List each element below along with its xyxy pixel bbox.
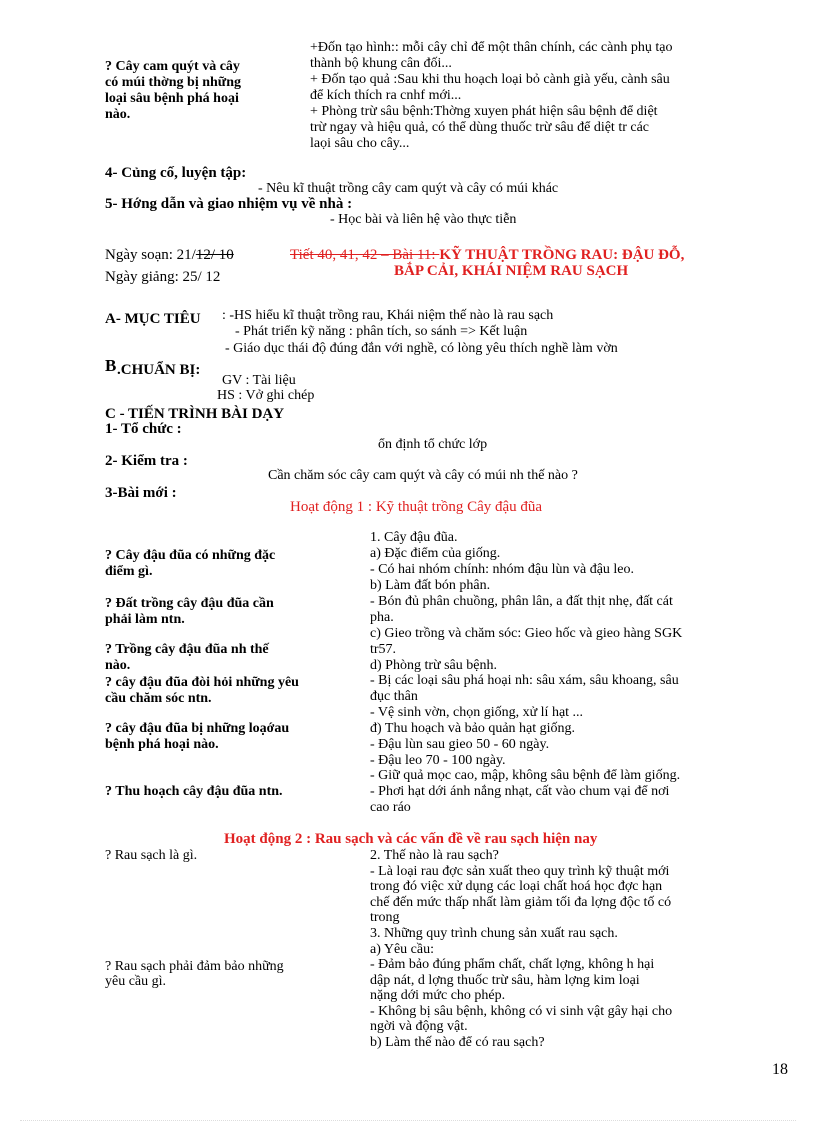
cungco-text: - Nêu kĩ thuật trồng cây cam quýt và cây có múi khác <box>258 181 559 196</box>
hd1-answer-line: - Đậu leo 70 - 100 ngày. <box>370 753 506 768</box>
hd1-answer-line: đục thân <box>370 689 418 704</box>
hd1-answer-line: d) Phòng trừ sâu bệnh. <box>370 658 497 673</box>
hd2-answer-line: trong <box>370 910 400 925</box>
tientrinh-heading: C - TIẾN TRÌNH BÀI DẠY <box>105 406 285 422</box>
answer-line: + Phòng trừ sâu bệnh:Thờng xuyen phát hiện sâu bệnh để diệt <box>310 104 658 119</box>
hd1-question-line: ? cây đậu đũa đòi hỏi những yêu <box>105 675 299 690</box>
hd2-answer-line: - Là loại rau đợc sản xuất theo quy trình kỹ thuật mới <box>370 864 670 879</box>
question-line: có múi thờng bị những <box>105 75 241 90</box>
answer-line: để kích thích ra cnhf mới... <box>310 88 462 103</box>
hd2-answer-line: a) Yêu cầu: <box>370 942 434 957</box>
cungco-heading: 4- Củng cố, luyện tập: <box>105 165 247 181</box>
hd2-answer-line: b) Làm thế nào để có rau sạch? <box>370 1035 545 1050</box>
ondinh: ổn định tổ chức lớp <box>378 437 488 452</box>
kiemtra-question: Cần chăm sóc cây cam quýt và cây có múi nh thế nào ? <box>268 468 578 483</box>
hd1-question-line: cầu chăm sóc ntn. <box>105 691 212 706</box>
lesson-title-line1: Tiết 40, 41, 42 – Bài 11: KỸ THUẬT TRỒNG RAU: ĐẬU ĐỖ, <box>290 247 685 263</box>
hd1-question-line: ? Đất trồng cây đậu đũa cần <box>105 596 274 611</box>
muctieu-line: : -HS hiểu kĩ thuật trồng rau, Khái niệm thế nào là rau sạch <box>222 308 554 323</box>
tochuc: 1- Tổ chức : <box>105 421 182 437</box>
hd2-question-line: yêu cầu gì. <box>105 974 167 989</box>
hd2-answer-line: nặng dới mức cho phép. <box>370 988 506 1003</box>
hd1-question-line: ? Cây đậu đũa có những đặc <box>105 548 276 563</box>
hd2-answer-line: trong đó việc xử dụng các loại chất hoá học đợc hạn <box>370 879 663 894</box>
hd1-answer-line: b) Làm đất bón phân. <box>370 578 491 593</box>
hd2-answer-line: - Không bị sâu bệnh, không có vi sinh vật gây hại cho <box>370 1004 673 1019</box>
hd1-answer-line: - Vệ sinh vờn, chọn giống, xử lí hạt ... <box>370 705 584 720</box>
hd1-answer-line: 1. Cây đậu đũa. <box>370 530 458 545</box>
baimoi: 3-Bài mới : <box>105 485 177 501</box>
chuanbi-letter: B <box>105 356 117 375</box>
hd1-answer-line: a) Đặc điểm của giống. <box>370 546 501 561</box>
hd2-title: Hoạt động 2 : Rau sạch và các vấn đề về rau sạch hiện nay <box>224 831 598 847</box>
hd2-answer-line: chế đến mức thấp nhất làm giảm tối đa lợng độc tố có <box>370 895 672 910</box>
hd1-answer-line: - Phơi hạt dới ánh nắng nhạt, cất vào chum vại để nơi <box>370 784 670 799</box>
hd2-answer-line: ngời và động vật. <box>370 1019 468 1034</box>
kiemtra: 2- Kiểm tra : <box>105 453 188 469</box>
hd1-question-line: ? cây đậu đũa bị những loạớau <box>105 721 290 736</box>
hd1-answer-line: c) Gieo trồng và chăm sóc: Gieo hốc và gieo hàng SGK <box>370 626 683 641</box>
hd1-question-line: ? Thu hoạch cây đậu đũa ntn. <box>105 784 283 799</box>
page-number: 18 <box>772 1061 788 1078</box>
hd1-title: Hoạt động 1 : Kỹ thuật trồng Cây đậu đũa <box>290 499 543 515</box>
question-line: ? Cây cam quýt và cây <box>105 59 240 74</box>
chuanbi-heading: .CHUẨN BỊ: <box>117 362 201 378</box>
lesson-title-line2: BẮP CẢI, KHÁI NIỆM RAU SẠCH <box>394 263 629 279</box>
answer-line: + Đốn tạo quả :Sau khi thu hoạch loại bỏ cành già yếu, cành sâu <box>310 72 670 87</box>
hd1-answer-line: cao ráo <box>370 800 411 815</box>
hd1-answer-line: - Bón đủ phân chuồng, phân lân, a đất thịt nhẹ, đất cát <box>370 594 673 609</box>
answer-line: +Đốn tạo hình:: mỗi cây chỉ để một thân chính, các cành phụ tạo <box>310 40 673 55</box>
hd1-question-line: phải làm ntn. <box>105 612 185 627</box>
answer-line: thành bộ khung cân đối... <box>310 56 452 71</box>
hd1-answer-line: - Có hai nhóm chính: nhóm đậu lùn và đậu leo. <box>370 562 635 577</box>
muctieu-line: - Giáo dục thái độ đúng đắn với nghề, có lòng yêu thích nghề làm vờn <box>225 341 618 356</box>
hd1-answer-line: - Đậu lùn sau gieo 50 - 60 ngày. <box>370 737 550 752</box>
hd1-question-line: nào. <box>105 658 131 673</box>
hd1-answer-line: - Giữ quả mọc cao, mập, không sâu bệnh để làm giống. <box>370 768 681 783</box>
chuanbi-hs: HS : Vở ghi chép <box>217 388 315 403</box>
hd1-question-line: ? Trồng cây đậu đũa nh thế <box>105 642 269 657</box>
hd2-answer-line: dập nát, d lợng thuốc trừ sâu, hàm lợng kim loại <box>370 973 640 988</box>
muctieu-line: - Phát triển kỹ năng : phân tích, so sánh => Kết luận <box>235 324 528 339</box>
huongdan-heading: 5- Hớng dẫn và giao nhiệm vụ về nhà : <box>105 196 353 212</box>
hd2-question-line: ? Rau sạch phải đảm bảo những <box>105 959 284 974</box>
huongdan-text: - Học bài và liên hệ vào thực tiễn <box>330 212 517 227</box>
question-line: loại sâu bệnh phá hoại <box>105 91 239 106</box>
ngay-soan: Ngày soạn: 21/12/ 10 <box>105 247 234 263</box>
answer-line: trừ ngay và hiệu quả, có thể dùng thuốc trừ sâu để diệt tr các <box>310 120 650 135</box>
hd1-question-line: điểm gì. <box>105 564 153 579</box>
hd1-answer-line: đ) Thu hoạch và bảo quản hạt giống. <box>370 721 576 736</box>
chuanbi-gv: GV : Tài liệu <box>222 373 296 388</box>
hd2-answer-line: - Đảm bảo đúng phẩm chất, chất lợng, không h hại <box>370 957 655 972</box>
page-bottom-divider <box>20 1120 796 1121</box>
hd1-question-line: bệnh phá hoại nào. <box>105 737 219 752</box>
hd2-question-line: ? Rau sạch là gì. <box>105 848 198 863</box>
hd2-answer-line: 3. Những quy trình chung sản xuất rau sạch. <box>370 926 618 941</box>
hd2-answer-line: 2. Thế nào là rau sạch? <box>370 848 499 863</box>
hd1-answer-line: - Bị các loại sâu phá hoại nh: sâu xám, sâu khoang, sâu <box>370 673 679 688</box>
muctieu-heading: A- MỤC TIÊU <box>105 311 201 327</box>
hd1-answer-line: pha. <box>370 610 394 625</box>
ngay-giang: Ngày giảng: 25/ 12 <box>105 269 221 285</box>
hd1-answer-line: tr57. <box>370 642 397 657</box>
question-line: nào. <box>105 107 131 122</box>
answer-line: laọi sâu cho cây... <box>310 136 410 151</box>
